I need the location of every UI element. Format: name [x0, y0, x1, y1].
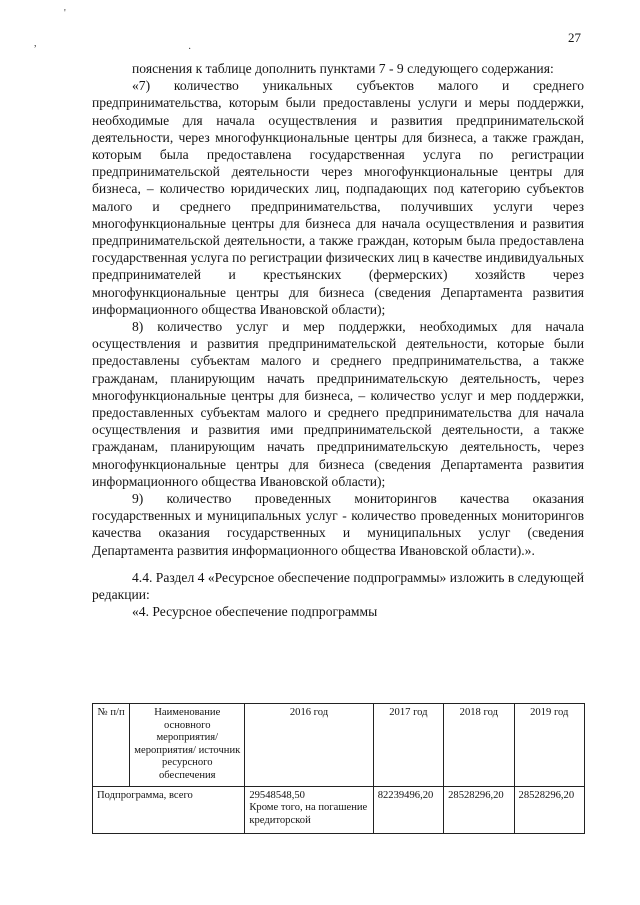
- table-caption: «4. Ресурсное обеспечение подпрограммы: [132, 604, 378, 620]
- header-2017: 2017 год: [373, 704, 443, 787]
- resource-table: [92, 703, 585, 834]
- header-2018: 2018 год: [444, 704, 514, 787]
- cell-2019: 28528296,20: [514, 786, 584, 833]
- cell-2017: 82239496,20: [373, 786, 443, 833]
- item-8-paragraph: 8) количество услуг и мер поддержки, необходимых для начала осуществления и развития предпринимательской деятельности, которые были предоставлены субъектам малого и среднего предпринимательства, а также гражданам, планирующим начать предпринимательскую деятельность, через многофункциональные центры для бизнеса, – количество услуг и мер поддержки, предоставленных субъектам малого и среднего предпринимательства для начала осуществления и развития ими предпринимательской деятельности, а также гражданам, планирующим начать предпринимательскую деятельность, через многофункциональные центры для бизнеса (сведения Департамента развития информационного общества Ивановской области);: [92, 319, 584, 489]
- header-2016: 2016 год: [245, 704, 373, 787]
- scan-mark: ·: [188, 44, 192, 55]
- intro-paragraph: пояснения к таблице дополнить пунктами 7 - 9 следующего содержания:: [132, 61, 554, 76]
- section-4-4-paragraph: 4.4. Раздел 4 «Ресурсное обеспечение подпрограммы» изложить в следующей редакции:: [92, 569, 584, 603]
- document-body: [92, 60, 584, 621]
- item-7-paragraph: «7) количество уникальных субъектов малого и среднего предпринимательства, которым были предоставлены услуги и меры поддержки, необходимые для начала осуществления и развития предпринимательской деятельности, через многофункциональные центры для бизнеса, а также граждан, которым была предоставлена государственная услуга по регистрации предпринимательской деятельности через многофункциональные центры для бизнеса, – количество юридических лиц, подпадающих под категорию субъектов малого и среднего предпринимательства, получивших услуги через многофункциональные центры для бизнеса для начала осуществления и развития предпринимательской деятельности, а также граждан, которым была предоставлена государственная услуга по регистрации физических лиц в качестве индивидуальных предпринимателей и крестьянских (фермерских) хозяйств через многофункциональные центры для бизнеса (сведения Департамента развития информационного общества Ивановской области);: [92, 78, 584, 317]
- note-2016: Кроме того, на погашение кредиторской: [249, 802, 368, 826]
- value-2016: 29548548,50: [249, 789, 305, 801]
- cell-2016: [245, 786, 373, 833]
- item-9-paragraph: 9) количество проведенных мониторингов качества оказания государственных и муниципальных услуг - количество проведенных мониторингов качества оказания государственных и муниципальных услуг (сведения Департамента развития информационного общества Ивановской области).».: [92, 491, 584, 558]
- row-label: Подпрограмма, всего: [93, 786, 245, 833]
- scan-mark: ': [64, 8, 66, 19]
- header-name: Наименование основного мероприятия/ мероприятия/ источник ресурсного обеспечения: [130, 704, 245, 787]
- page-number: 27: [568, 30, 581, 45]
- table-header-row: [93, 704, 585, 787]
- scan-mark: ,: [34, 38, 37, 49]
- header-2019: 2019 год: [514, 704, 584, 787]
- table-row: [93, 786, 585, 833]
- header-num: № п/п: [93, 704, 130, 787]
- cell-2018: 28528296,20: [444, 786, 514, 833]
